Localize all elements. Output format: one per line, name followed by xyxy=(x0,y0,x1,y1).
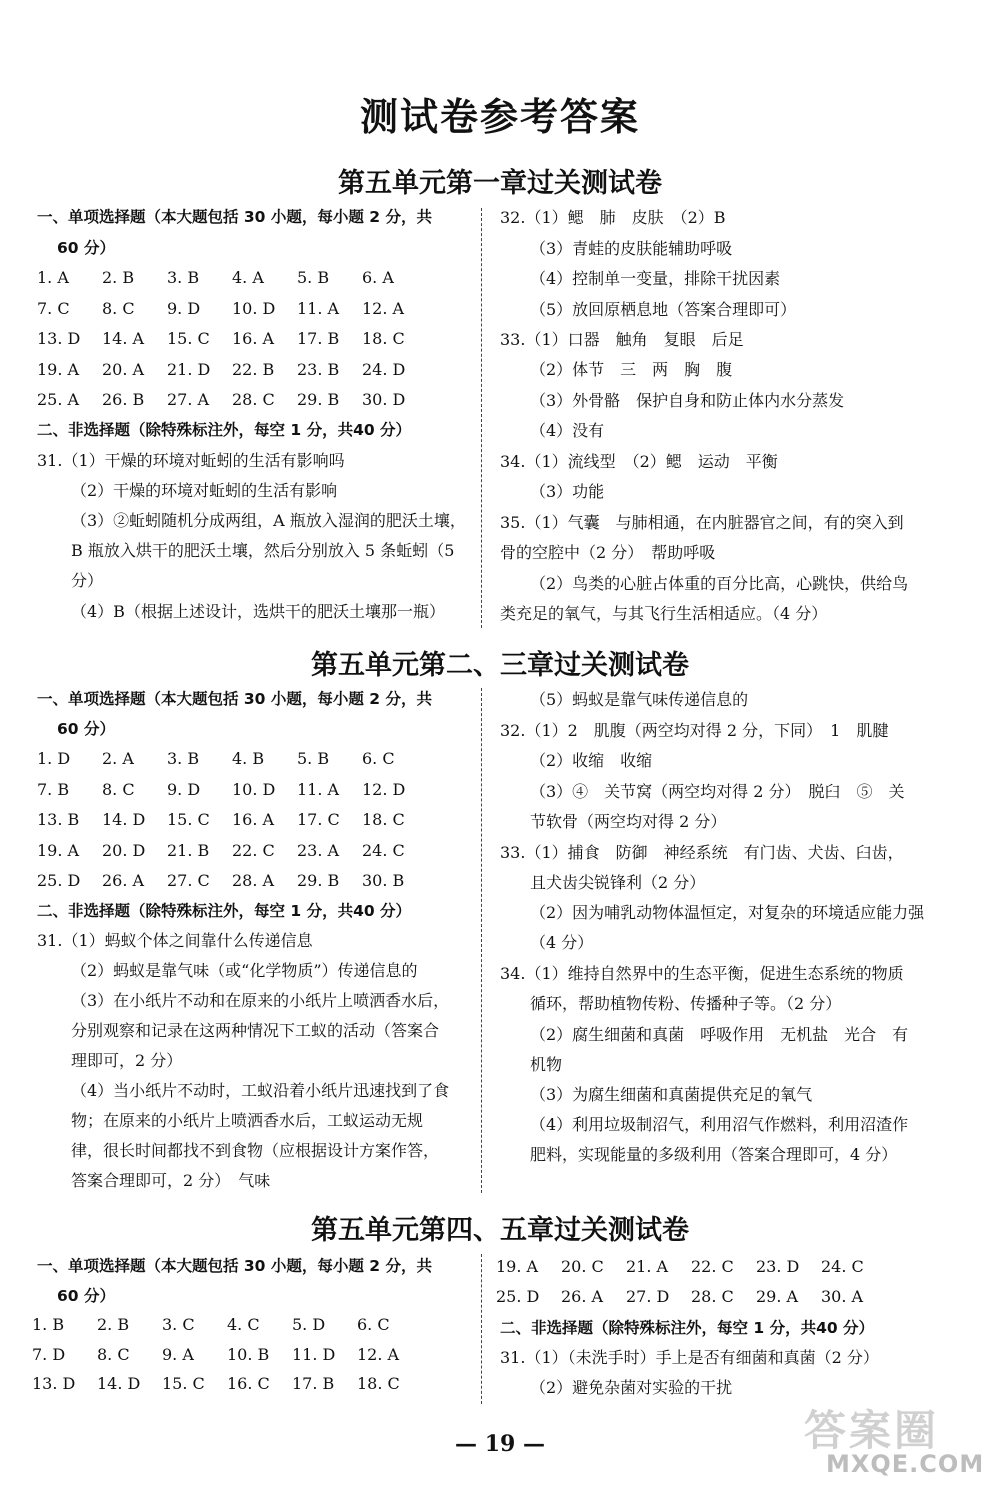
answer-line: 理即可，2 分） xyxy=(71,1051,183,1070)
mc-answer-item: 17. C xyxy=(297,810,340,829)
mc-answer-item: 4. A xyxy=(232,268,264,287)
answer-line: 33.（1）口器 触角 复眼 后足 xyxy=(500,330,744,349)
answer-line: 分别观察和记录在这两种情况下工蚁的活动（答案合 xyxy=(71,1021,440,1040)
section-title-2: 第五单元第二、三章过关测试卷 xyxy=(311,650,689,681)
mc-answer-item: 8. C xyxy=(102,298,135,318)
mc-heading-2b: 60 分） xyxy=(57,720,115,738)
nc-heading-3: 二、非选择题（除特殊标注外，每空 1 分，共40 分） xyxy=(500,1319,875,1337)
mc-answer-item: 13. D xyxy=(37,329,81,348)
mc-answer-row xyxy=(37,390,467,412)
mc-answer-item: 26. B xyxy=(102,390,145,409)
mc-answer-item: 20. C xyxy=(561,1257,604,1276)
answer-line: 节软骨（两空均对得 2 分） xyxy=(530,812,727,831)
mc-heading-2a: 一、单项选择题（本大题包括 30 小题，每小题 2 分，共 xyxy=(37,690,432,708)
answer-line: （4）没有 xyxy=(530,421,605,440)
answer-line: 律，很长时间都找不到食物（应根据设计方案作答， xyxy=(71,1141,440,1160)
mc-answer-row xyxy=(496,1257,926,1279)
answer-line: 32.（1）2 肌腹（两空均对得 2 分，下同） 1 肌腱 xyxy=(500,721,889,740)
answer-line: （4）当小纸片不动时，工蚁沿着小纸片迅速找到了食 xyxy=(71,1081,450,1100)
mc-answer-row xyxy=(37,810,467,832)
mc-answer-row xyxy=(37,871,467,893)
mc-answer-item: 8. C xyxy=(97,1344,130,1364)
watermark-site-text: MXQE.COM xyxy=(826,1450,985,1478)
mc-answer-item: 14. D xyxy=(102,810,146,829)
mc-answer-item: 27. A xyxy=(167,390,210,409)
answer-line: （2）蚂蚁是靠气味（或“化学物质”）传递信息的 xyxy=(71,961,418,980)
answer-line: 且犬齿尖锐锋利（2 分） xyxy=(530,873,706,892)
answer-line: 31.（1）（未洗手时）手上是否有细菌和真菌（2 分） xyxy=(500,1348,879,1367)
answer-line: 骨的空腔中（2 分） 帮助呼吸 xyxy=(500,543,716,562)
mc-answer-item: 25. D xyxy=(496,1287,540,1306)
mc-answer-item: 26. A xyxy=(102,871,145,890)
mc-answer-item: 30. D xyxy=(362,390,406,409)
answer-line: （4）控制单一变量，排除干扰因素 xyxy=(530,269,781,288)
mc-answer-item: 1. B xyxy=(32,1315,65,1334)
mc-answer-item: 18. C xyxy=(362,329,405,348)
mc-answer-item: 12. D xyxy=(362,779,406,799)
mc-answer-item: 12. A xyxy=(357,1344,400,1364)
mc-answer-item: 5. D xyxy=(292,1315,326,1334)
mc-answer-row xyxy=(496,1287,926,1309)
mc-answer-item: 24. C xyxy=(362,840,405,860)
answer-line: 32.（1）鳃 肺 皮肤 （2）B xyxy=(500,208,726,227)
answer-line: （3）④ 关节窝（两空均对得 2 分） 脱臼 ⑤ 关 xyxy=(530,782,905,801)
mc-answer-item: 7. C xyxy=(37,298,70,318)
mc-answer-item: 26. A xyxy=(561,1287,604,1306)
mc-answer-item: 16. C xyxy=(227,1374,270,1393)
mc-answer-item: 28. A xyxy=(232,871,275,890)
mc-answer-item: 6. C xyxy=(357,1315,390,1334)
section-title-3: 第五单元第四、五章过关测试卷 xyxy=(311,1215,689,1246)
answer-line: 34.（1）流线型 （2）鳃 运动 平衡 xyxy=(500,452,778,471)
mc-answer-item: 13. B xyxy=(37,810,80,829)
mc-answer-item: 14. A xyxy=(102,329,145,348)
mc-answer-item: 11. D xyxy=(292,1344,336,1364)
mc-answer-row xyxy=(32,1315,462,1337)
mc-answer-item: 11. A xyxy=(297,298,340,318)
mc-answer-row xyxy=(37,268,467,290)
answer-line: （2）收缩 收缩 xyxy=(530,751,653,770)
answer-line: 31.（1）蚂蚁个体之间靠什么传递信息 xyxy=(37,931,313,950)
answer-line: （4）B（根据上述设计，选烘干的肥沃土壤那一瓶） xyxy=(71,602,445,621)
page-title: 测试卷参考答案 xyxy=(359,95,640,139)
mc-answer-item: 1. D xyxy=(37,749,71,768)
mc-answer-row xyxy=(37,329,467,351)
mc-answer-item: 25. A xyxy=(37,390,80,409)
watermark-logo xyxy=(800,1398,990,1478)
answer-line: B 瓶放入烘干的肥沃土壤，然后分别放入 5 条蚯蚓（5 xyxy=(71,541,455,560)
mc-answer-row xyxy=(37,299,467,321)
mc-answer-item: 29. B xyxy=(297,871,340,890)
mc-heading-1a: 一、单项选择题（本大题包括 30 小题，每小题 2 分，共 xyxy=(37,208,432,226)
column-divider-2 xyxy=(481,688,482,1193)
mc-answer-item: 30. B xyxy=(362,871,405,890)
mc-answer-item: 28. C xyxy=(232,390,275,409)
answer-line: 33.（1）捕食 防御 神经系统 有门齿、犬齿、臼齿， xyxy=(500,843,904,862)
mc-answer-item: 28. C xyxy=(691,1287,734,1306)
answer-line: （2）体节 三 两 胸 腹 xyxy=(530,360,733,379)
mc-answer-row xyxy=(37,841,467,863)
answer-line: （3）功能 xyxy=(530,482,605,501)
column-divider-1 xyxy=(481,208,482,628)
answer-line: 答案合理即可，2 分） 气味 xyxy=(71,1171,271,1190)
column-divider-3 xyxy=(481,1254,482,1404)
nc-heading-2: 二、非选择题（除特殊标注外，每空 1 分，共40 分） xyxy=(37,902,412,920)
answer-line: 31.（1）干燥的环境对蚯蚓的生活有影响吗 xyxy=(37,451,345,470)
answer-line: （4 分） xyxy=(530,933,594,952)
mc-answer-item: 4. C xyxy=(227,1315,260,1334)
answer-line: （5）蚂蚁是靠气味传递信息的 xyxy=(530,690,749,709)
answer-line: （3）外骨骼 保护自身和防止体内水分蒸发 xyxy=(530,391,845,410)
section-title-1: 第五单元第一章过关测试卷 xyxy=(338,168,662,199)
mc-answer-item: 22. C xyxy=(232,840,275,860)
mc-answer-item: 8. C xyxy=(102,779,135,799)
answer-line: 分） xyxy=(71,571,104,590)
mc-answer-item: 27. C xyxy=(167,871,210,890)
mc-answer-item: 21. A xyxy=(626,1257,669,1276)
mc-answer-item: 20. A xyxy=(102,359,145,379)
mc-answer-item: 11. A xyxy=(297,779,340,799)
mc-answer-item: 6. C xyxy=(362,749,395,768)
answer-line: （3）青蛙的皮肤能辅助呼吸 xyxy=(530,239,733,258)
mc-answer-item: 7. B xyxy=(37,779,70,799)
mc-answer-item: 15. C xyxy=(167,810,210,829)
answer-line: （3）②蚯蚓随机分成两组，A 瓶放入湿润的肥沃土壤， xyxy=(71,511,466,530)
mc-answer-item: 29. A xyxy=(756,1287,799,1306)
answer-line: （2）避免杂菌对实验的干扰 xyxy=(530,1378,733,1397)
mc-answer-item: 24. C xyxy=(821,1257,864,1276)
mc-answer-item: 19. A xyxy=(37,359,80,379)
mc-answer-item: 10. B xyxy=(227,1344,270,1364)
answer-line: 机物 xyxy=(530,1055,563,1074)
answer-line: 循环，帮助植物传粉、传播种子等。（2 分） xyxy=(530,994,842,1013)
mc-answer-item: 23. B xyxy=(297,359,340,379)
answer-line: （5）放回原栖息地（答案合理即可） xyxy=(530,300,797,319)
mc-answer-item: 17. B xyxy=(292,1374,335,1393)
mc-answer-item: 30. A xyxy=(821,1287,864,1306)
mc-heading-3b: 60 分） xyxy=(57,1287,115,1305)
page-number: — 19 — xyxy=(455,1431,545,1457)
nc-heading-1: 二、非选择题（除特殊标注外，每空 1 分，共40 分） xyxy=(37,421,412,439)
mc-answer-row xyxy=(37,749,467,771)
mc-answer-item: 23. D xyxy=(756,1257,800,1276)
mc-answer-item: 5. B xyxy=(297,268,330,287)
answer-line: 类充足的氧气，与其飞行生活相适应。（4 分） xyxy=(500,604,828,623)
mc-answer-item: 9. D xyxy=(167,779,201,799)
mc-answer-item: 22. B xyxy=(232,359,275,379)
mc-answer-row xyxy=(32,1374,462,1396)
mc-answer-item: 10. D xyxy=(232,779,276,799)
answer-line: （2）因为哺乳动物体温恒定，对复杂的环境适应能力强 xyxy=(530,903,925,922)
answer-line: （3）在小纸片不动和在原来的小纸片上喷洒香水后， xyxy=(71,991,450,1010)
answer-line: 物；在原来的小纸片上喷洒香水后，工蚁运动无规 xyxy=(71,1111,424,1130)
mc-answer-item: 25. D xyxy=(37,871,81,890)
mc-answer-item: 12. A xyxy=(362,298,405,318)
mc-answer-item: 29. B xyxy=(297,390,340,409)
answer-line: 34.（1）维持自然界中的生态平衡，促进生态系统的物质 xyxy=(500,964,904,983)
mc-answer-item: 13. D xyxy=(32,1374,76,1393)
mc-answer-item: 5. B xyxy=(297,749,330,768)
answer-line: 35.（1）气囊 与肺相通，在内脏器官之间，有的突入到 xyxy=(500,513,904,532)
mc-answer-item: 21. D xyxy=(167,359,211,379)
mc-answer-item: 2. A xyxy=(102,749,134,768)
mc-answer-item: 23. A xyxy=(297,840,340,860)
mc-answer-item: 6. A xyxy=(362,268,394,287)
mc-answer-item: 3. B xyxy=(167,268,200,287)
mc-answer-item: 19. A xyxy=(37,840,80,860)
mc-answer-item: 19. A xyxy=(496,1257,539,1276)
answer-line: （2）腐生细菌和真菌 呼吸作用 无机盐 光合 有 xyxy=(530,1025,909,1044)
mc-answer-row xyxy=(37,360,467,382)
mc-answer-item: 9. A xyxy=(162,1344,194,1364)
mc-answer-item: 3. B xyxy=(167,749,200,768)
mc-answer-item: 20. D xyxy=(102,840,146,860)
mc-answer-item: 27. D xyxy=(626,1287,670,1306)
mc-answer-item: 18. C xyxy=(362,810,405,829)
watermark-logo-text: 答案圈 xyxy=(804,1406,940,1455)
answer-line: （2）鸟类的心脏占体重的百分比高，心跳快，供给鸟 xyxy=(530,574,909,593)
answer-line: 肥料，实现能量的多级利用（答案合理即可，4 分） xyxy=(530,1145,898,1164)
mc-heading-1b: 60 分） xyxy=(57,239,115,257)
mc-answer-item: 21. B xyxy=(167,840,210,860)
mc-answer-item: 24. D xyxy=(362,359,406,379)
mc-answer-item: 18. C xyxy=(357,1374,400,1393)
mc-answer-item: 15. C xyxy=(167,329,210,348)
mc-answer-row xyxy=(32,1345,462,1367)
mc-answer-item: 16. A xyxy=(232,329,275,348)
mc-answer-item: 2. B xyxy=(102,268,135,287)
mc-answer-item: 16. A xyxy=(232,810,275,829)
mc-answer-item: 17. B xyxy=(297,329,340,348)
mc-answer-item: 7. D xyxy=(32,1344,66,1364)
mc-answer-item: 22. C xyxy=(691,1257,734,1276)
answer-line: （3）为腐生细菌和真菌提供充足的氧气 xyxy=(530,1085,813,1104)
mc-answer-item: 15. C xyxy=(162,1374,205,1393)
mc-answer-item: 2. B xyxy=(97,1315,130,1334)
mc-answer-item: 3. C xyxy=(162,1315,195,1334)
mc-heading-3a: 一、单项选择题（本大题包括 30 小题，每小题 2 分，共 xyxy=(37,1257,432,1275)
mc-answer-item: 9. D xyxy=(167,298,201,318)
mc-answer-item: 4. B xyxy=(232,749,265,768)
mc-answer-row xyxy=(37,780,467,802)
mc-answer-item: 14. D xyxy=(97,1374,141,1393)
mc-answer-item: 1. A xyxy=(37,268,69,287)
answer-line: （4）利用垃圾制沼气，利用沼气作燃料，利用沼渣作 xyxy=(530,1115,909,1134)
answer-line: （2）干燥的环境对蚯蚓的生活有影响 xyxy=(71,481,338,500)
mc-answer-item: 10. D xyxy=(232,298,276,318)
